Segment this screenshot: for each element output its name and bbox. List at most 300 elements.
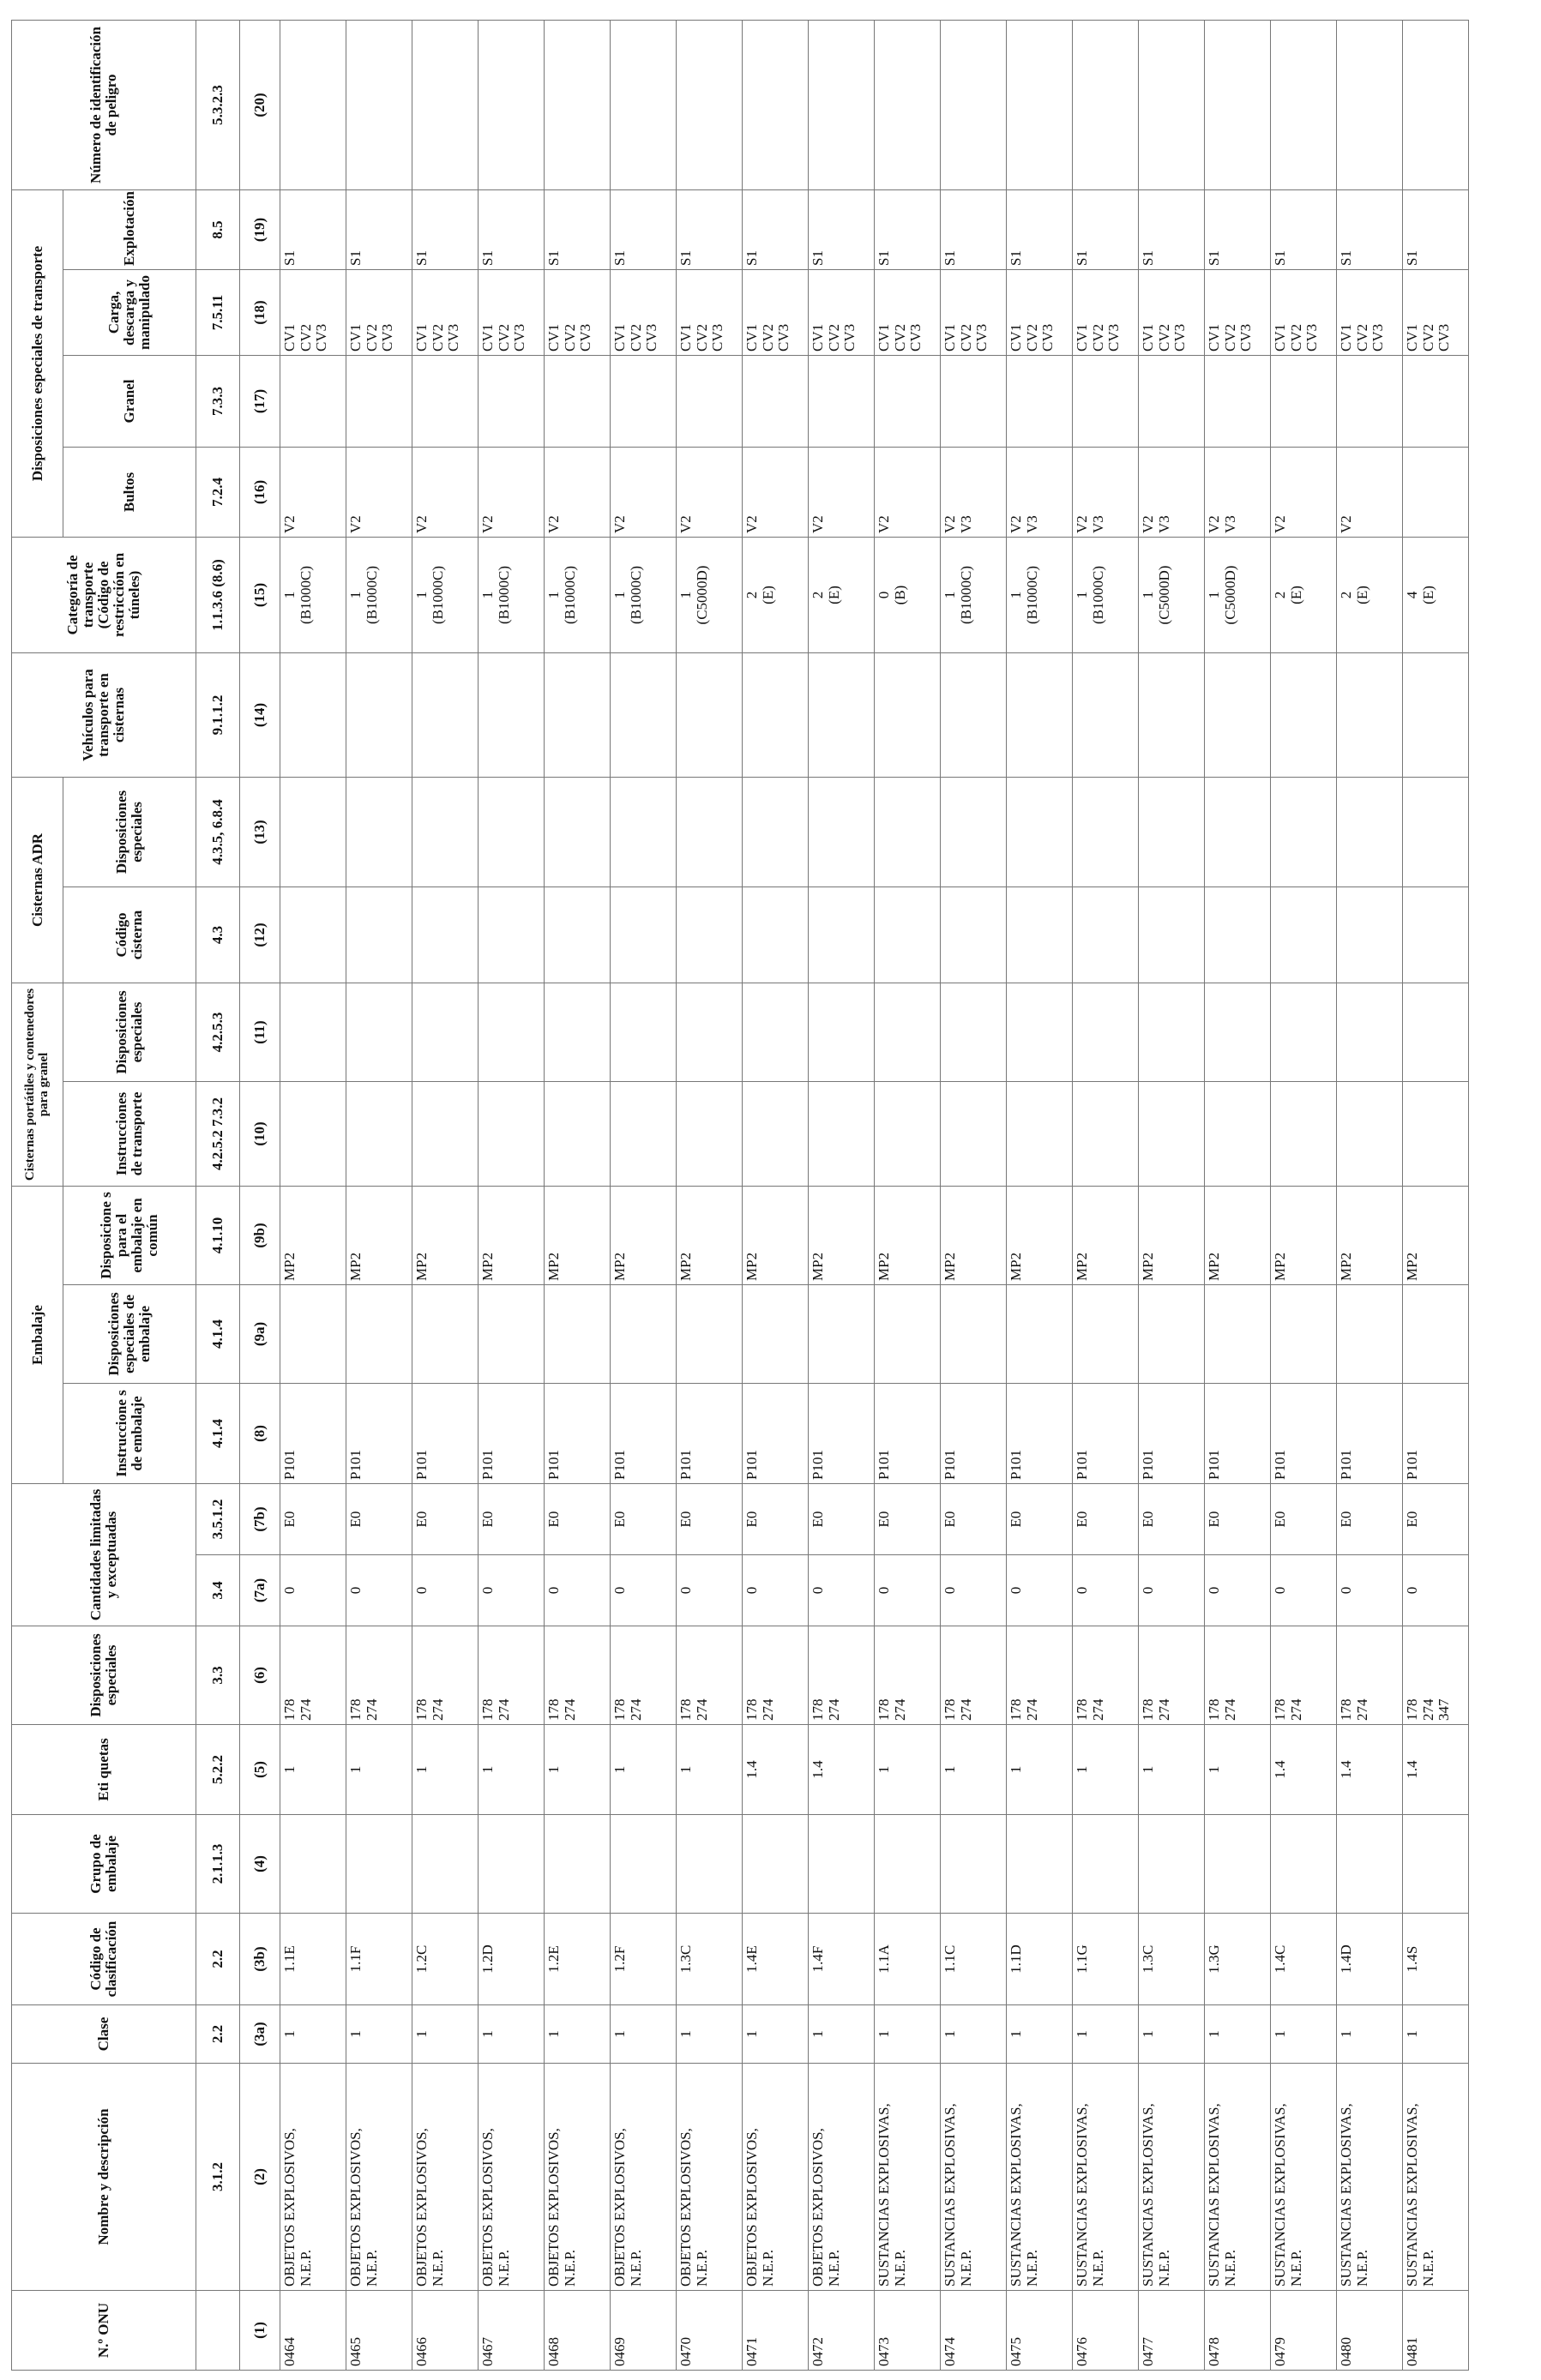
cell-grupo-embalaje: [1139, 1815, 1205, 1914]
cell-disp-embalaje: [1073, 1285, 1139, 1384]
cell-carga: [280, 269, 346, 355]
cell-un-no: [1139, 2291, 1205, 2371]
cell-categoria-cat1: 2: [810, 591, 826, 599]
cell-carga-cv1: CV1: [1206, 323, 1222, 352]
cell-name: [1271, 2064, 1337, 2291]
colnum-10: (10): [240, 1082, 280, 1187]
cell-explotacion-ex: S1: [1338, 250, 1354, 266]
cell-cant-7a: [1403, 1555, 1469, 1626]
cell-disp-embalaje: [346, 1285, 412, 1384]
cell-cant-7a: [941, 1555, 1007, 1626]
cell-categoria-cat1: 1: [347, 591, 364, 599]
cell-vehiculos: [941, 652, 1007, 777]
cell-disp-especiales-de1: 178: [611, 1698, 628, 1721]
cell-un-no: [1073, 2291, 1139, 2371]
cell-disp-embalaje-comun-dec: MP2: [611, 1252, 628, 1281]
cell-name-name1: OBJETOS EXPLOSIVOS,: [281, 2128, 298, 2287]
cell-categoria: [875, 537, 941, 652]
table-row: [1205, 21, 1271, 2371]
cell-grupo-embalaje: [1073, 1815, 1139, 1914]
cell-bultos-b1: V2: [743, 515, 760, 533]
cell-granel: [280, 355, 346, 447]
cell-disp-especiales: [743, 1626, 809, 1725]
cell-categoria: [743, 537, 809, 652]
cell-categoria-cat1: 1: [413, 591, 430, 599]
cell-disp-embalaje-comun: [875, 1187, 941, 1285]
cell-name-name2: N.E.P.: [957, 2250, 974, 2287]
cell-un-no-un: 0476: [1074, 2337, 1090, 2366]
cell-grupo-embalaje: [1205, 1815, 1271, 1914]
cell-cod-cisterna: [743, 886, 809, 983]
cell-disp-especiales-de1: 178: [347, 1698, 364, 1721]
cell-disp-esp-adr: [743, 777, 809, 886]
cell-bultos-b1: V2: [413, 515, 430, 533]
cell-carga-cv1: CV1: [810, 323, 826, 352]
cell-disp-especiales-de1: 178: [479, 1698, 496, 1721]
table-row: [611, 21, 677, 2371]
cell-carga-cv1: CV1: [1140, 323, 1156, 352]
cell-cant-7a: [479, 1555, 545, 1626]
cell-name: [611, 2064, 677, 2291]
cell-cant-7a: [677, 1555, 743, 1626]
cell-carga: [1073, 269, 1139, 355]
cell-grupo-embalaje: [677, 1815, 743, 1914]
cell-cant-7b: [1403, 1484, 1469, 1555]
cell-carga: [1139, 269, 1205, 355]
cell-categoria-cat2: (B1000C): [627, 565, 644, 624]
cell-disp-especiales: [809, 1626, 875, 1725]
cell-explotacion-ex: S1: [1008, 250, 1024, 266]
cell-un-no: [1337, 2291, 1403, 2371]
cell-disp-especiales: [611, 1626, 677, 1725]
cell-disp-especiales: [346, 1626, 412, 1725]
cell-categoria: [677, 537, 743, 652]
cell-cod-clasificacion-cod: 1.1D: [1008, 1944, 1024, 1974]
cell-categoria: [809, 537, 875, 652]
cell-cant-7a: [1205, 1555, 1271, 1626]
ref-clase: 2.2: [196, 2005, 240, 2064]
cell-disp-embalaje: [1007, 1285, 1073, 1384]
cell-granel: [1337, 355, 1403, 447]
cell-disp-esp-adr: [1403, 777, 1469, 886]
cell-cant-7b-c7b: E0: [942, 1511, 958, 1528]
cell-cod-cisterna: [280, 886, 346, 983]
header-disp-embalaje: Disposiciones especiales de embalaje: [63, 1285, 196, 1384]
cell-cant-7b-c7b: E0: [743, 1511, 760, 1528]
cell-instr-embalaje-ie: P101: [1008, 1450, 1024, 1480]
cell-clase-clase: 1: [1008, 2030, 1024, 2038]
cell-cant-7a-c7a: 0: [413, 1586, 430, 1595]
cell-cod-clasificacion-cod: 1.1E: [281, 1945, 298, 1973]
cell-vehiculos: [743, 652, 809, 777]
cell-disp-esp-cisternas: [1271, 983, 1337, 1081]
cell-cant-7a: [1007, 1555, 1073, 1626]
cell-carga-cv3: CV3: [511, 323, 528, 352]
cell-grupo-embalaje: [280, 1815, 346, 1914]
cell-disp-especiales-de2: 274: [1023, 1698, 1040, 1721]
cell-clase: [611, 2005, 677, 2064]
cell-instr-embalaje: [1337, 1384, 1403, 1484]
cell-num-peligro: [346, 21, 412, 190]
cell-vehiculos: [412, 652, 479, 777]
cell-etiquetas-etiq: 1.4: [1272, 1760, 1288, 1779]
cell-disp-especiales-de3: 347: [1436, 1698, 1453, 1721]
cell-disp-esp-cisternas: [743, 983, 809, 1081]
cell-etiquetas-etiq: 1.4: [1338, 1760, 1354, 1779]
table-row: [875, 21, 941, 2371]
cell-instr-embalaje-ie: P101: [942, 1450, 958, 1480]
cell-cant-7a-c7a: 0: [1272, 1586, 1288, 1595]
cell-un-no-un: 0468: [545, 2337, 562, 2366]
cell-carga-cv2: CV2: [825, 323, 842, 352]
cell-clase: [1007, 2005, 1073, 2064]
cell-cod-clasificacion-cod: 1.3C: [677, 1944, 694, 1974]
cell-un-no-un: 0478: [1206, 2337, 1222, 2366]
cell-disp-especiales-de2: 274: [693, 1698, 710, 1721]
cell-clase-clase: 1: [1404, 2030, 1420, 2038]
cell-bultos-b1: V2: [876, 515, 892, 533]
cell-clase-clase: 1: [479, 2030, 496, 2038]
cell-carga-cv1: CV1: [942, 323, 958, 352]
cell-etiquetas-etiq: 1: [347, 1765, 364, 1774]
cell-explotacion: [346, 189, 412, 269]
cell-disp-embalaje-comun: [1205, 1187, 1271, 1285]
cell-granel: [1271, 355, 1337, 447]
colnum-5: (5): [240, 1725, 280, 1815]
cell-carga-cv2: CV2: [1023, 323, 1040, 352]
cell-cant-7a-c7a: 0: [876, 1586, 892, 1595]
cell-bultos: [280, 447, 346, 537]
cell-cod-clasificacion-cod: 1.1C: [942, 1944, 958, 1974]
cell-disp-embalaje: [743, 1285, 809, 1384]
cell-disp-embalaje: [875, 1285, 941, 1384]
cell-carga-cv1: CV1: [743, 323, 760, 352]
cell-instr-embalaje: [611, 1384, 677, 1484]
cell-clase: [941, 2005, 1007, 2064]
ref-disp-emb-comun: 4.1.10: [196, 1187, 240, 1285]
cell-etiquetas: [412, 1725, 479, 1815]
cell-bultos-b1: V2: [347, 515, 364, 533]
cell-disp-especiales-de2: 274: [561, 1698, 578, 1721]
cell-bultos-b1: V2: [611, 515, 628, 533]
cell-bultos-b1: V2: [1008, 515, 1024, 533]
cell-carga-cv1: CV1: [413, 323, 430, 352]
cell-name: [412, 2064, 479, 2291]
cell-disp-especiales: [677, 1626, 743, 1725]
cell-instr-transporte: [809, 1082, 875, 1187]
cell-un-no: [1403, 2291, 1469, 2371]
cell-cod-clasificacion: [1271, 1914, 1337, 2005]
cell-carga-cv2: CV2: [495, 323, 512, 352]
header-instr-embalaje: Instruccione s de embalaje: [63, 1384, 196, 1484]
cell-carga-cv3: CV3: [643, 323, 660, 352]
cell-granel: [1139, 355, 1205, 447]
cell-disp-embalaje-comun-dec: MP2: [1074, 1252, 1090, 1281]
cell-bultos: [1205, 447, 1271, 537]
cell-bultos-b1: V2: [479, 515, 496, 533]
cell-cod-clasificacion-cod: 1.1A: [876, 1944, 892, 1974]
cell-disp-embalaje-comun-dec: MP2: [479, 1252, 496, 1281]
cell-bultos: [941, 447, 1007, 537]
cell-instr-embalaje: [1073, 1384, 1139, 1484]
table-row: [1271, 21, 1337, 2371]
cell-bultos-b1: V2: [1206, 515, 1222, 533]
cell-clase: [677, 2005, 743, 2064]
cell-disp-especiales-de1: 178: [1074, 1698, 1090, 1721]
cell-disp-esp-cisternas: [941, 983, 1007, 1081]
cell-categoria-cat2: (E): [759, 586, 776, 604]
cell-cod-clasificacion: [1073, 1914, 1139, 2005]
table-row: [743, 21, 809, 2371]
cell-disp-embalaje-comun-dec: MP2: [545, 1252, 562, 1281]
cell-categoria-cat1: 2: [1272, 591, 1288, 599]
cell-num-peligro: [611, 21, 677, 190]
cell-cant-7b: [346, 1484, 412, 1555]
cell-bultos: [1007, 447, 1073, 537]
cell-carga-cv3: CV3: [1237, 323, 1255, 352]
cell-cant-7a: [611, 1555, 677, 1626]
cell-cant-7b: [479, 1484, 545, 1555]
cell-carga-cv1: CV1: [347, 323, 364, 352]
cell-categoria: [280, 537, 346, 652]
cell-bultos-b1: V2: [942, 515, 958, 533]
cell-categoria: [346, 537, 412, 652]
cell-name-name1: SUSTANCIAS EXPLOSIVAS,: [1338, 2103, 1354, 2287]
cell-instr-embalaje-ie: P101: [1206, 1450, 1222, 1480]
cell-categoria-cat2: (C5000D): [1155, 565, 1172, 625]
cell-name: [1205, 2064, 1271, 2291]
cell-etiquetas: [743, 1725, 809, 1815]
cell-cant-7b-c7b: E0: [1272, 1511, 1288, 1528]
cell-carga-cv1: CV1: [1338, 323, 1354, 352]
cell-disp-embalaje-comun-dec: MP2: [1272, 1252, 1288, 1281]
cell-disp-esp-cisternas: [809, 983, 875, 1081]
cell-granel: [941, 355, 1007, 447]
ref-instr-emb: 4.1.4: [196, 1384, 240, 1484]
cell-disp-esp-cisternas: [479, 983, 545, 1081]
cell-disp-especiales-de1: 178: [545, 1698, 562, 1721]
cell-granel: [611, 355, 677, 447]
cell-cod-clasificacion: [809, 1914, 875, 2005]
colnum-9b: (9b): [240, 1187, 280, 1285]
cell-categoria-cat2: (C5000D): [693, 565, 710, 625]
cell-grupo-embalaje: [1337, 1815, 1403, 1914]
cell-carga-cv1: CV1: [1074, 323, 1090, 352]
cell-cod-clasificacion-cod: 1.1G: [1074, 1944, 1090, 1974]
cell-disp-especiales: [1271, 1626, 1337, 1725]
cell-disp-esp-cisternas: [1007, 983, 1073, 1081]
cell-categoria: [479, 537, 545, 652]
cell-un-no: [545, 2291, 611, 2371]
cell-instr-transporte: [346, 1082, 412, 1187]
cell-disp-esp-cisternas: [412, 983, 479, 1081]
cell-cod-clasificacion: [743, 1914, 809, 2005]
header-explotacion: Explotación: [63, 189, 196, 269]
cell-carga: [1271, 269, 1337, 355]
cell-cod-clasificacion: [611, 1914, 677, 2005]
cell-bultos: [479, 447, 545, 537]
cell-disp-esp-adr: [875, 777, 941, 886]
cell-cod-clasificacion-cod: 1.2E: [545, 1945, 562, 1973]
cell-etiquetas-etiq: 1: [479, 1765, 496, 1774]
table-row: [1403, 21, 1469, 2371]
cell-categoria-cat2: (B1000C): [957, 565, 974, 624]
cell-cod-clasificacion-cod: 1.3G: [1206, 1944, 1222, 1974]
cell-name-name1: OBJETOS EXPLOSIVOS,: [743, 2128, 760, 2287]
cell-cant-7a: [1073, 1555, 1139, 1626]
cell-num-peligro: [479, 21, 545, 190]
cell-categoria-cat2: (B1000C): [1089, 565, 1106, 624]
cell-disp-especiales-de2: 274: [1221, 1698, 1238, 1721]
cell-name-name1: OBJETOS EXPLOSIVOS,: [347, 2128, 364, 2287]
cell-name-name1: SUSTANCIAS EXPLOSIVAS,: [1008, 2103, 1024, 2287]
cell-cant-7a: [1271, 1555, 1337, 1626]
cell-cant-7a: [875, 1555, 941, 1626]
cell-grupo-embalaje: [611, 1815, 677, 1914]
cell-instr-embalaje: [1139, 1384, 1205, 1484]
cell-etiquetas: [1337, 1725, 1403, 1815]
cell-cant-7b-c7b: E0: [347, 1511, 364, 1528]
cell-cod-clasificacion-cod: 1.2D: [479, 1944, 496, 1974]
cell-instr-embalaje-ie: P101: [1272, 1450, 1288, 1480]
cell-name: [1073, 2064, 1139, 2291]
cell-disp-especiales-de1: 178: [281, 1698, 298, 1721]
ref-categoria: 1.1.3.6 (8.6): [196, 537, 240, 652]
cell-cod-cisterna: [1073, 886, 1139, 983]
cell-cod-clasificacion-cod: 1.1F: [347, 1945, 364, 1973]
cell-cod-cisterna: [677, 886, 743, 983]
cell-cant-7b-c7b: E0: [1140, 1511, 1156, 1528]
header-disp-especiales: Disposiciones especiales: [12, 1626, 196, 1725]
cell-un-no-un: 0474: [942, 2337, 958, 2366]
colnum-6: (6): [240, 1626, 280, 1725]
cell-categoria-cat2: (B1000C): [363, 565, 380, 624]
cell-clase-clase: 1: [1074, 2030, 1090, 2038]
cell-cant-7b-c7b: E0: [545, 1511, 562, 1528]
ref-cant-7a: 3.4: [196, 1555, 240, 1626]
cell-carga-cv2: CV2: [1353, 323, 1370, 352]
cell-explotacion-ex: S1: [545, 250, 562, 266]
header-etiquetas: Eti quetas: [12, 1725, 196, 1815]
cell-name: [743, 2064, 809, 2291]
cell-name-name2: N.E.P.: [561, 2250, 578, 2287]
cell-etiquetas-etiq: 1: [413, 1765, 430, 1774]
cell-clase: [875, 2005, 941, 2064]
cell-disp-embalaje: [677, 1285, 743, 1384]
cell-disp-esp-cisternas: [280, 983, 346, 1081]
cell-disp-embalaje-comun-dec: MP2: [876, 1252, 892, 1281]
cell-disp-esp-adr: [941, 777, 1007, 886]
cell-explotacion-ex: S1: [1140, 250, 1156, 266]
cell-cod-cisterna: [611, 886, 677, 983]
cell-un-no: [677, 2291, 743, 2371]
cell-etiquetas-etiq: 1: [1008, 1765, 1024, 1774]
cell-name: [280, 2064, 346, 2291]
cell-cant-7b-c7b: E0: [281, 1511, 298, 1528]
cell-categoria: [1403, 537, 1469, 652]
cell-etiquetas: [611, 1725, 677, 1815]
ref-grupo: 2.1.1.3: [196, 1815, 240, 1914]
cell-disp-especiales: [941, 1626, 1007, 1725]
cell-disp-embalaje-comun: [1007, 1187, 1073, 1285]
cell-disp-especiales-de2: 274: [1155, 1698, 1172, 1721]
cell-name-name1: SUSTANCIAS EXPLOSIVAS,: [942, 2103, 958, 2287]
cell-instr-transporte: [611, 1082, 677, 1187]
cell-disp-esp-adr: [479, 777, 545, 886]
cell-grupo-embalaje: [1271, 1815, 1337, 1914]
cell-disp-embalaje-comun: [479, 1187, 545, 1285]
cell-cod-clasificacion: [1337, 1914, 1403, 2005]
cell-vehiculos: [875, 652, 941, 777]
cell-carga: [611, 269, 677, 355]
cell-grupo-embalaje: [875, 1815, 941, 1914]
cell-carga-cv2: CV2: [1419, 323, 1436, 352]
cell-cod-clasificacion: [280, 1914, 346, 2005]
cell-name-name1: SUSTANCIAS EXPLOSIVAS,: [1272, 2103, 1288, 2287]
cell-name: [346, 2064, 412, 2291]
table-row: [1337, 21, 1403, 2371]
cell-explotacion: [875, 189, 941, 269]
cell-granel: [412, 355, 479, 447]
cell-instr-transporte: [280, 1082, 346, 1187]
table-row: [1007, 21, 1073, 2371]
cell-cod-clasificacion: [479, 1914, 545, 2005]
colnum-3b: (3b): [240, 1914, 280, 2005]
colnum-7a: (7a): [240, 1555, 280, 1626]
colnum-7b: (7b): [240, 1484, 280, 1555]
cell-disp-especiales: [545, 1626, 611, 1725]
cell-cod-clasificacion-cod: 1.4D: [1338, 1944, 1354, 1974]
cell-name: [941, 2064, 1007, 2291]
cell-instr-transporte: [941, 1082, 1007, 1187]
cell-cod-clasificacion: [1205, 1914, 1271, 2005]
header-name: Nombre y descripción: [12, 2064, 196, 2291]
cell-num-peligro: [1139, 21, 1205, 190]
ref-cod-clas: 2.2: [196, 1914, 240, 2005]
cell-carga-cv2: CV2: [297, 323, 314, 352]
cell-bultos: [743, 447, 809, 537]
cell-disp-especiales-de1: 178: [1338, 1698, 1354, 1721]
cell-name: [809, 2064, 875, 2291]
cell-disp-esp-adr: [1205, 777, 1271, 886]
cell-carga-cv3: CV3: [1039, 323, 1056, 352]
cell-categoria: [545, 537, 611, 652]
header-disp-esp-cisternas: Disposiciones especiales: [63, 983, 196, 1081]
cell-instr-embalaje: [479, 1384, 545, 1484]
cell-clase: [412, 2005, 479, 2064]
cell-disp-embalaje-comun: [1073, 1187, 1139, 1285]
cell-disp-embalaje-comun: [611, 1187, 677, 1285]
cell-bultos-b1: V2: [1074, 515, 1090, 533]
cell-num-peligro: [809, 21, 875, 190]
cell-carga-cv1: CV1: [1008, 323, 1024, 352]
cell-disp-esp-adr: [1139, 777, 1205, 886]
cell-cod-cisterna: [941, 886, 1007, 983]
cell-cant-7a-c7a: 0: [1008, 1586, 1024, 1595]
cell-explotacion-ex: S1: [281, 250, 298, 266]
cell-etiquetas-etiq: 1: [1074, 1765, 1090, 1774]
cell-disp-embalaje-comun-dec: MP2: [347, 1252, 364, 1281]
cell-bultos: [1139, 447, 1205, 537]
cell-carga: [1205, 269, 1271, 355]
ref-vehiculos: 9.1.1.2: [196, 652, 240, 777]
cell-etiquetas: [1271, 1725, 1337, 1815]
cell-clase-clase: 1: [611, 2030, 628, 2038]
cell-explotacion: [809, 189, 875, 269]
header-cantidades-group: Cantidades limitadas y exceptuadas: [12, 1484, 196, 1626]
cell-un-no: [875, 2291, 941, 2371]
cell-num-peligro: [412, 21, 479, 190]
